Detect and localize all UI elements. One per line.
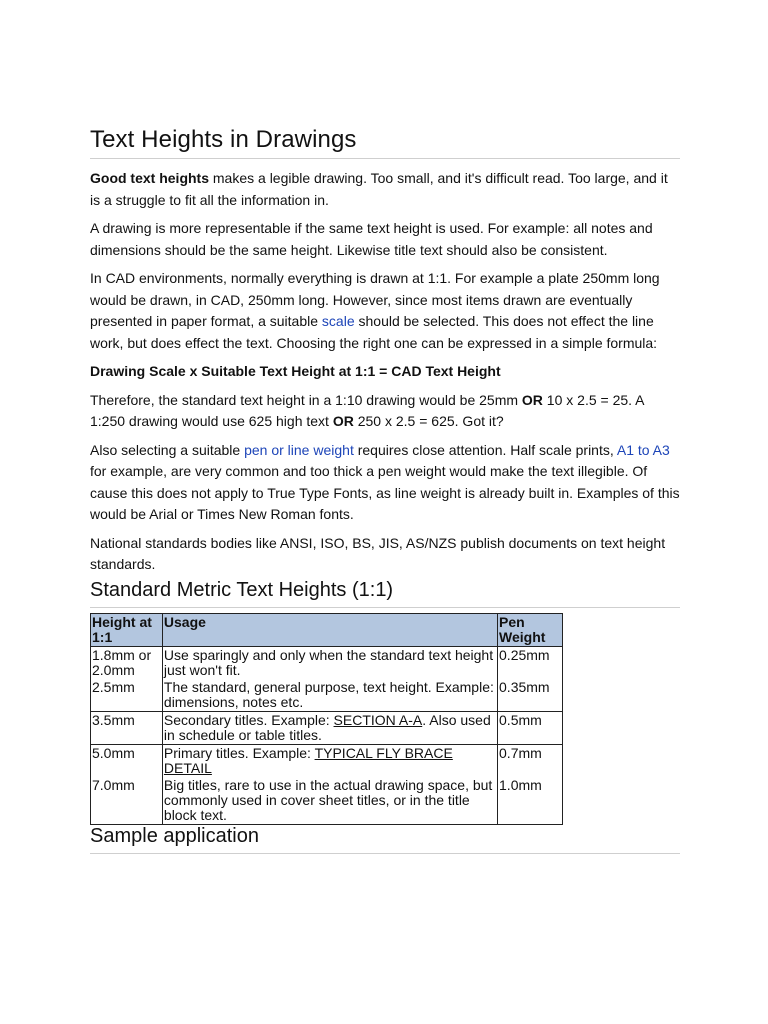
intro-bold: Good text heights bbox=[90, 170, 209, 186]
article-content bbox=[90, 126, 680, 854]
header-height: Height at 1:1 bbox=[91, 613, 163, 646]
table-row: 7.0mm Big titles, rare to use in the actual drawing space, but commonly used in cover sheet titles, or in the title block text. 1.0mm bbox=[91, 777, 563, 825]
paragraph-example: Therefore, the standard text height in a 1:10 drawing would be 25mm OR 10 x 2.5 = 25. A 1:250 drawing would use 625 high text OR 250 x 2.5 = 625. Got it? bbox=[90, 391, 644, 429]
header-pen: Pen Weight bbox=[498, 613, 563, 646]
table-row: 2.5mm The standard, general purpose, text height. Example: dimensions, notes etc. 0.35mm bbox=[91, 679, 563, 712]
paragraph-intro: Good text heights makes a legible drawing. Too small, and it's difficult read. Too large, and it is a struggle to fit all the information in. bbox=[90, 170, 668, 208]
header-usage: Usage bbox=[162, 613, 497, 646]
section-title-metric: Standard Metric Text Heights (1:1) bbox=[90, 579, 680, 608]
section-title-sample: Sample application bbox=[90, 825, 680, 854]
table-row: 5.0mm Primary titles. Example: TYPICAL FLY BRACE DETAIL 0.7mm bbox=[91, 744, 563, 777]
formula: Drawing Scale x Suitable Text Height at 1:1 = CAD Text Height bbox=[90, 363, 501, 379]
scale-link[interactable]: scale bbox=[321, 313, 355, 329]
page-title: Text Heights in Drawings bbox=[90, 126, 680, 159]
a1-a3-link[interactable]: A1 to A3 bbox=[616, 441, 670, 458]
paragraph-consistency: A drawing is more representable if the same text height is used. For example: all notes and dimensions should be the same height. Likewise title text should also be consistent. bbox=[90, 220, 653, 258]
table-row: 3.5mm Secondary titles. Example: SECTION A-A. Also used in schedule or table titles. 0.5mm bbox=[91, 711, 563, 744]
table-header-row bbox=[91, 613, 563, 646]
text-heights-table bbox=[90, 613, 563, 825]
pen-weight-link[interactable]: pen or line weight bbox=[244, 441, 354, 458]
table-row: 1.8mm or 2.0mm Use sparingly and only when the standard text height just won't fit. 0.25mm bbox=[91, 646, 563, 679]
paragraph-cad: In CAD environments, normally everything is drawn at 1:1. For example a plate 250mm long would be drawn, in CAD, 250mm long. However, since most items drawn are eventually presented in paper format, a suitable scale should be selected. This does not effect the line work, but does effect the text. Choosing the right one can be expressed in a simple formula: bbox=[90, 270, 660, 351]
paragraph-pen-weight: Also selecting a suitable pen or line weight requires close attention. Half scale prints, A1 to A3 for example, are very common and too thick a pen weight would make the text illegible. Of cause this does not apply to True Type Fonts, as line weight is already built in. Examples of this would be Arial or Times New Roman fonts. bbox=[90, 441, 680, 522]
paragraph-standards: National standards bodies like ANSI, ISO, BS, JIS, AS/NZS publish documents on text height standards. bbox=[90, 534, 666, 572]
